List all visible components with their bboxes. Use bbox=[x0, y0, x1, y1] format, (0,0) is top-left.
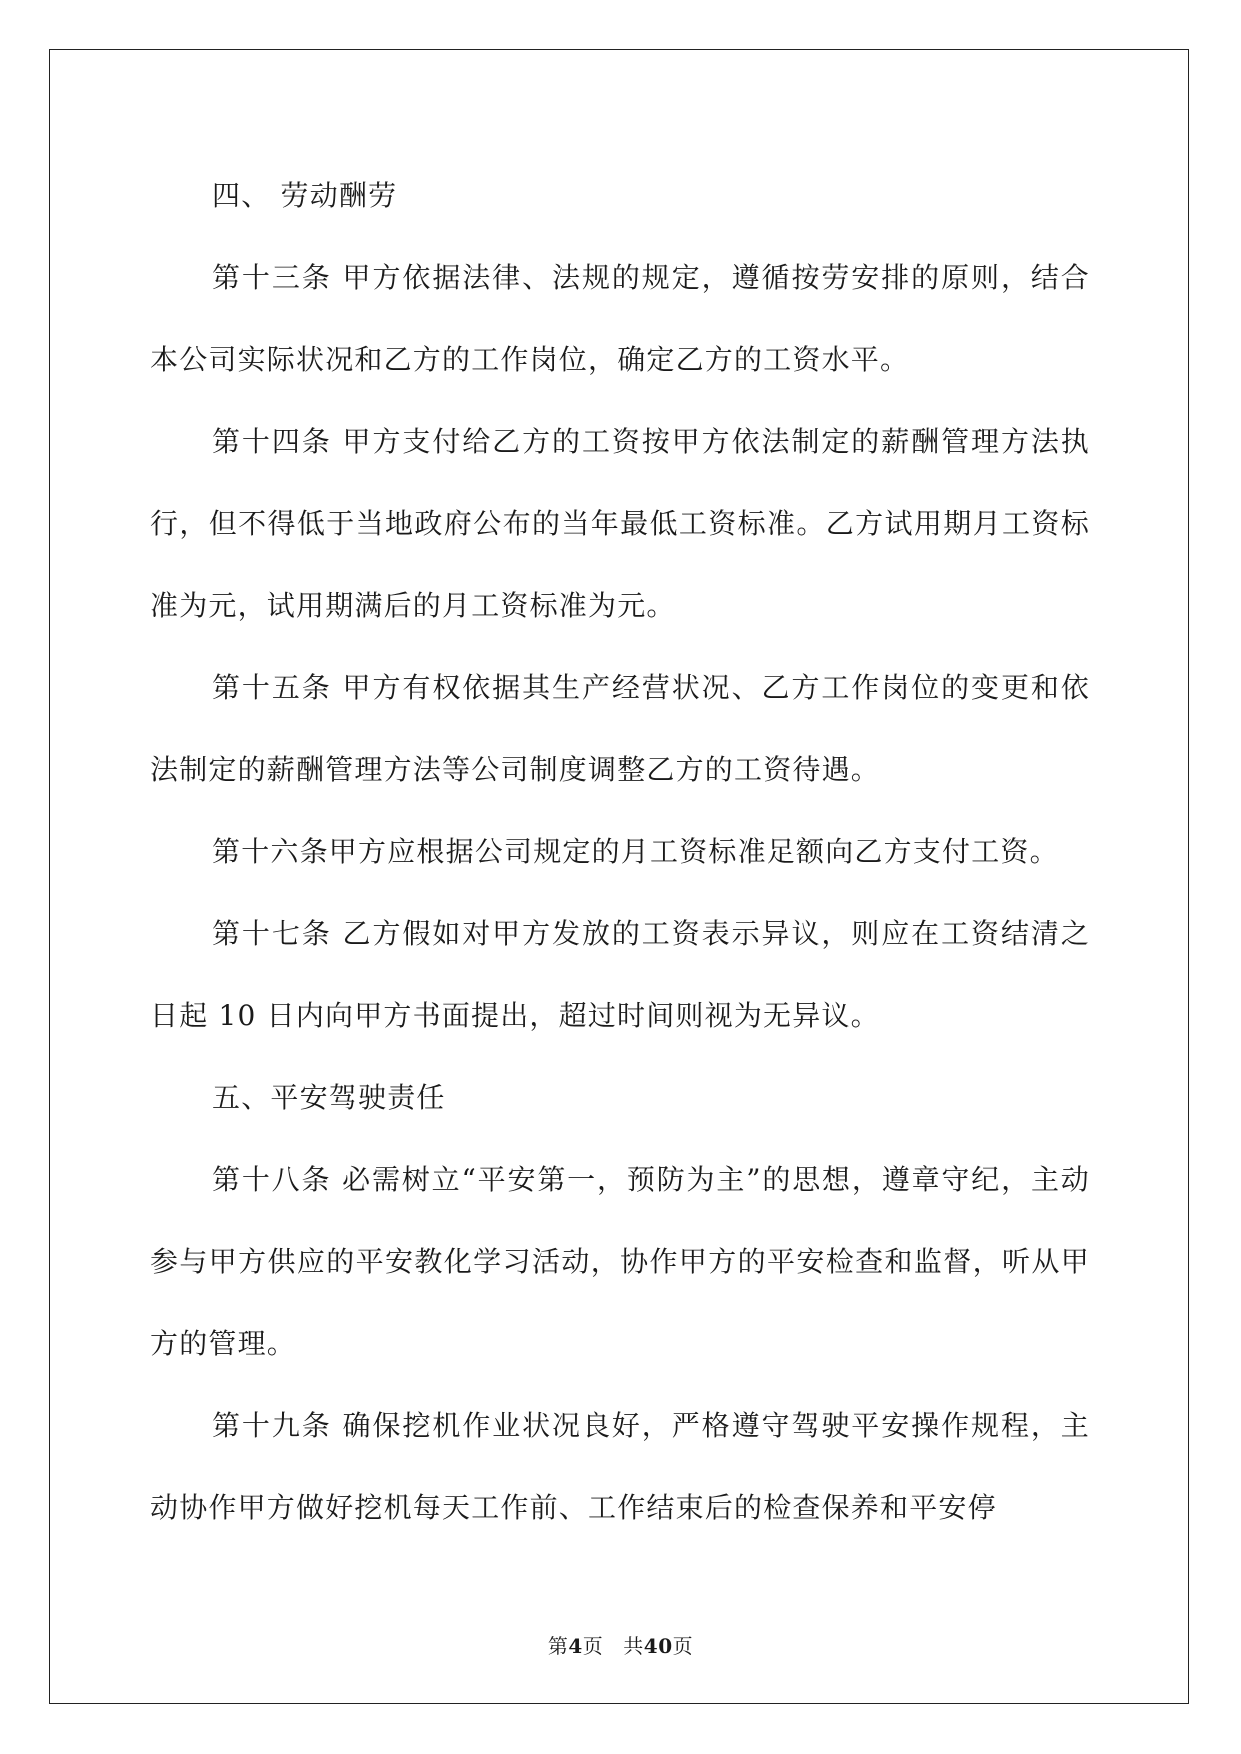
footer-page-suffix: 页 bbox=[582, 1634, 604, 1658]
article-18: 第十八条 必需树立“平安第一，预防为主”的思想，遵章守纪，主动参与甲方供应的平安教化学习活动，协作甲方的平安检查和监督，听从甲方的管理。 bbox=[150, 1163, 1090, 1360]
footer-total-prefix: 共 bbox=[623, 1634, 644, 1658]
article-13: 第十三条 甲方依据法律、法规的规定，遵循按劳安排的原则，结合本公司实际状况和乙方的工作岗位，确定乙方的工资水平。 bbox=[150, 261, 1090, 376]
footer-page-number: 4 bbox=[568, 1634, 583, 1658]
article-14: 第十四条 甲方支付给乙方的工资按甲方依法制定的薪酬管理方法执行，但不得低于当地政府公布的当年最低工资标准。乙方试用期月工资标准为元，试用期满后的月工资标准为元。 bbox=[150, 425, 1090, 622]
article-15: 第十五条 甲方有权依据其生产经营状况、乙方工作岗位的变更和依法制定的薪酬管理方法等公司制度调整乙方的工资待遇。 bbox=[150, 671, 1090, 786]
section-heading-5: 五、平安驾驶责任 bbox=[212, 1081, 446, 1114]
document-body bbox=[150, 155, 1090, 1549]
article-19: 第十九条 确保挖机作业状况良好，严格遵守驾驶平安操作规程，主动协作甲方做好挖机每天工作前、工作结束后的检查保养和平安停 bbox=[150, 1409, 1090, 1524]
article-16: 第十六条甲方应根据公司规定的月工资标准足额向乙方支付工资。 bbox=[212, 835, 1059, 868]
page-footer bbox=[0, 1630, 1241, 1659]
article-17: 第十七条 乙方假如对甲方发放的工资表示异议，则应在工资结清之日起 10 日内向甲方书面提出，超过时间则视为无异议。 bbox=[150, 917, 1090, 1032]
footer-total-suffix: 页 bbox=[672, 1634, 694, 1658]
footer-total-pages: 40 bbox=[643, 1634, 673, 1658]
section-heading-4: 四、 劳动酬劳 bbox=[212, 179, 398, 212]
footer-prefix: 第 bbox=[547, 1634, 569, 1658]
